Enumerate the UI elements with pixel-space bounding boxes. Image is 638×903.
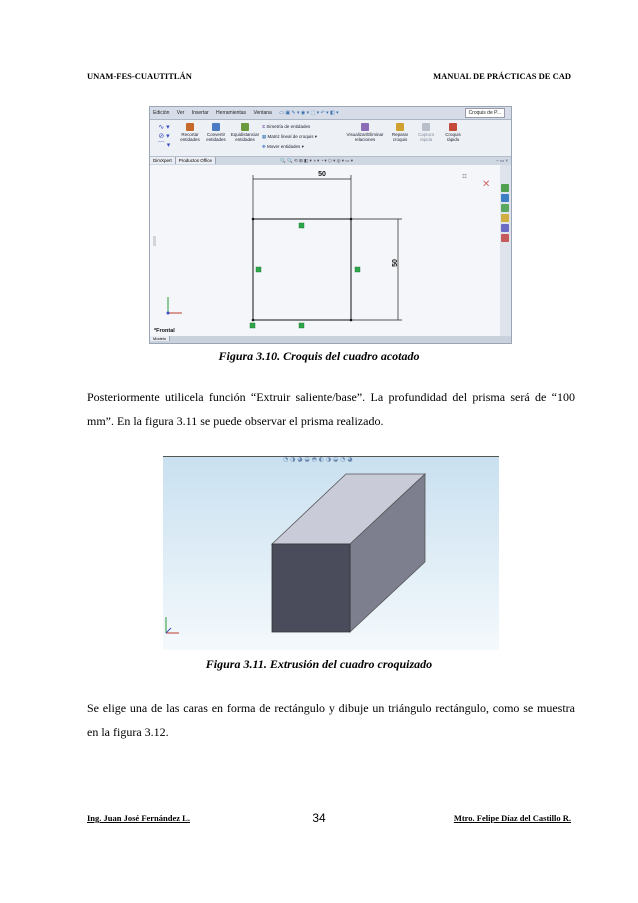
menu-herramientas[interactable]: Herramientas xyxy=(216,110,247,116)
pattern-icon: ▦ xyxy=(262,134,268,139)
custom-properties-icon[interactable] xyxy=(501,234,509,242)
pattern-group xyxy=(262,122,340,152)
mirror-icon: ⧖ xyxy=(262,124,267,129)
cad-menubar xyxy=(150,107,511,120)
view-label: *Frontal xyxy=(154,328,175,334)
appearances-icon[interactable] xyxy=(501,224,509,232)
mover-button[interactable]: ✥ Mover entidades ▾ xyxy=(262,144,304,149)
svg-text:⌗: ⌗ xyxy=(462,172,468,182)
recortar-button[interactable]: Recortar entidades xyxy=(178,123,202,142)
move-icon: ✥ xyxy=(262,144,268,149)
header-right: MANUAL DE PRÁCTICAS DE CAD xyxy=(433,71,571,81)
paragraph-2: Se elige una de las caras en forma de rectángulo y dibuje un triángulo rectángulo, como se muestra en la figura 3.12. xyxy=(87,701,575,739)
sketch-square xyxy=(253,219,351,320)
convertir-button[interactable]: Convertir entidades xyxy=(204,123,228,142)
vertex-points xyxy=(252,218,353,322)
menu-ventana[interactable]: Ventana xyxy=(253,110,272,116)
paragraph-1: Posteriormente utilicela función “Extruir saliente/base”. La profundidad del prisma será de “100 mm”. En la figura 3.11 se puede observar el prisma realizado. xyxy=(87,390,575,428)
repair-icon xyxy=(396,123,404,131)
horizontal-dimension xyxy=(253,175,351,219)
view-toolbar-icons: 🔍 🔍 ⟲ ⊞ ◧ ▾ ◑ ▾ ◔ ▾ ⬡ ▾ ◎ ▾ ▭ ▾ xyxy=(280,158,354,163)
ruler-ticks xyxy=(153,237,156,245)
cad-tabs xyxy=(150,157,511,165)
cad-ribbon xyxy=(150,120,511,157)
matriz-button[interactable]: ▦ Matriz lineal de croquis ▾ xyxy=(262,134,318,139)
prism-canvas xyxy=(163,457,499,650)
trim-icon xyxy=(186,123,194,131)
dim-horizontal-label: 50 xyxy=(318,171,326,178)
sketch-tools-group: ∿ ▾ ⊘ ▾ ⌒ ▾ xyxy=(157,124,171,149)
document-title-field: Croquis de P... xyxy=(465,108,505,118)
sketch-viewport[interactable] xyxy=(150,165,500,337)
croquis-rapido-button[interactable]: Croquis rápido xyxy=(440,123,466,142)
status-tab-modelo[interactable]: Modelo xyxy=(150,336,170,341)
svg-text:✕: ✕ xyxy=(482,179,491,190)
tab-dimxpert[interactable]: DimXpert xyxy=(150,157,176,164)
visualizar-button[interactable]: Visualizar/Eliminar relaciones xyxy=(346,123,384,142)
file-explorer-icon[interactable] xyxy=(501,204,509,212)
toolbar-icons: ▭ ▣ ✎ ▾ ◉ ▾ ⬚ ▾ ↶ ▾ ◧ ▾ xyxy=(279,110,339,116)
menu-insertar[interactable]: Insertar xyxy=(191,110,209,116)
confirm-corner[interactable] xyxy=(462,172,490,190)
sketch-canvas xyxy=(150,165,500,337)
design-library-icon[interactable] xyxy=(501,194,509,202)
cad-statusbar xyxy=(150,336,511,343)
reparar-button[interactable]: Reparar croquis xyxy=(388,123,412,142)
relations-icon xyxy=(361,123,369,131)
axes-triad xyxy=(167,297,183,315)
simetria-button[interactable]: ⧖ Simetría de entidades xyxy=(262,124,311,129)
quick-sketch-icon xyxy=(449,123,457,131)
figure-caption-2: Figura 3.11. Extrusión del cuadro croquizado xyxy=(205,657,433,671)
figure-cad-sketch xyxy=(149,106,512,344)
footer-left: Ing. Juan José Fernández L. xyxy=(87,813,190,823)
page-number: 34 xyxy=(312,811,326,825)
menu-edicion[interactable]: Edición xyxy=(153,110,170,116)
menu-ver[interactable]: Ver xyxy=(176,110,185,116)
footer-right: Mtro. Felipe Díaz del Castillo R. xyxy=(453,813,571,823)
captura-button[interactable]: Captura rápida xyxy=(414,123,438,142)
prism-front-face xyxy=(272,544,350,632)
resources-icon[interactable] xyxy=(501,184,509,192)
view-toolbar-icons: ◔ ◑ ◕ ◒ ◓ ◐ ◑ ◒ ◔ ◕ xyxy=(283,457,353,463)
figure-extruded-prism xyxy=(163,456,499,650)
offset-icon xyxy=(241,123,249,131)
convert-icon xyxy=(212,123,220,131)
view-palette-icon[interactable] xyxy=(501,214,509,222)
capture-icon xyxy=(422,123,430,131)
header-left: UNAM-FES-CUAUTITLÁN xyxy=(87,71,192,81)
right-task-pane-icons xyxy=(500,182,511,262)
tab-productos-office[interactable]: Productos Office xyxy=(176,157,216,164)
equidistanciar-button[interactable]: Equidistanciar entidades xyxy=(230,123,260,142)
window-controls[interactable]: − ▭ × xyxy=(495,158,508,163)
dim-vertical-label: 50 xyxy=(392,259,399,267)
figure-caption-1: Figura 3.10. Croquis del cuadro acotado xyxy=(218,349,420,363)
relation-markers xyxy=(250,223,360,328)
